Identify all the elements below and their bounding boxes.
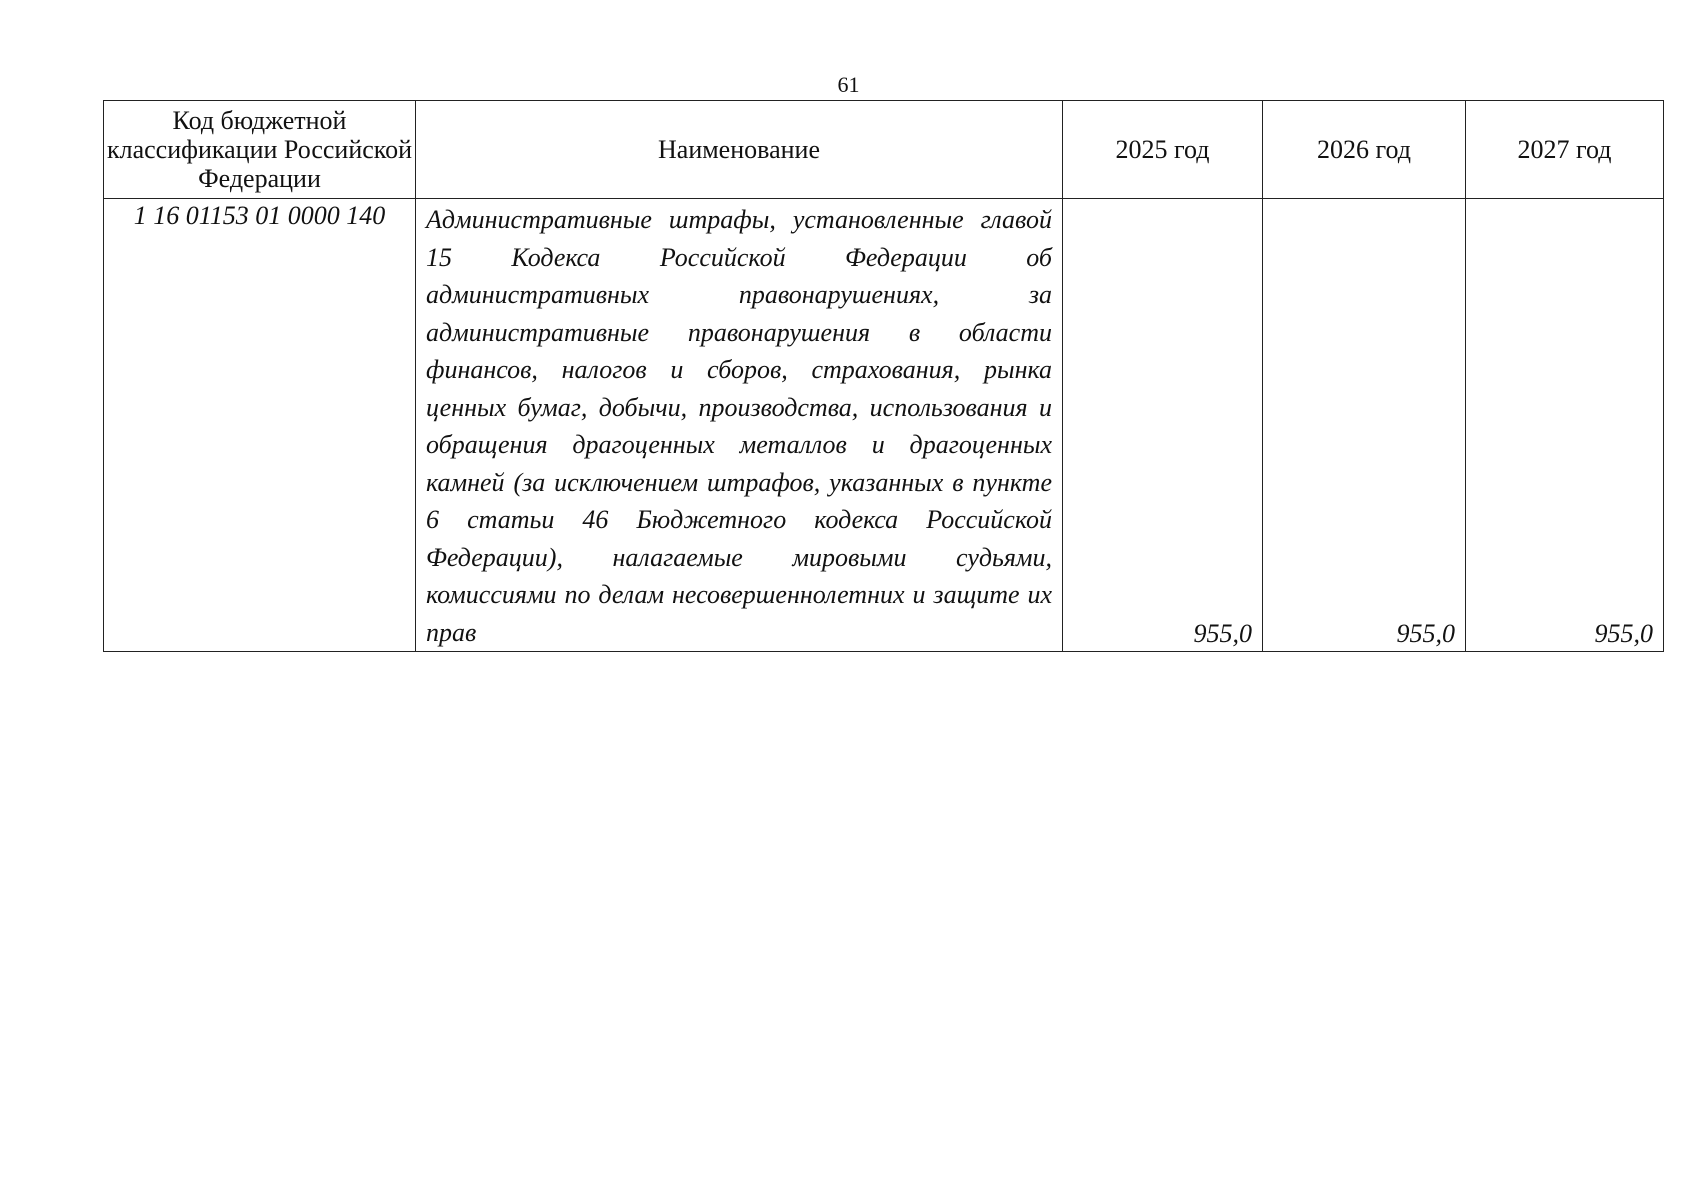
budget-table <box>103 100 1664 652</box>
header-year-2025: 2025 год <box>1063 101 1263 199</box>
table-header-row <box>104 101 1664 199</box>
page-number: 61 <box>837 72 860 97</box>
row-value-2026: 955,0 <box>1263 199 1466 652</box>
header-year-2026: 2026 год <box>1263 101 1466 199</box>
header-name: Наименование <box>416 101 1063 199</box>
row-value-2027: 955,0 <box>1466 199 1664 652</box>
header-year-2027: 2027 год <box>1466 101 1664 199</box>
row-name: Административные штрафы, установленные главой 15 Кодекса Российской Федерации об административных правонарушениях, за административные правонарушения в области финансов, налогов и сборов, страхования, рынка ценных бумаг, добычи, производства, использования и обращения драгоценных металлов и драгоценных камней (за исключением штрафов, указанных в пункте 6 статьи 46 Бюджетного кодекса Российской Федерации), налагаемые мировыми судьями, комиссиями по делам несовершеннолетних и защите их прав <box>416 199 1063 652</box>
header-code: Код бюджетной классификации Российской Федерации <box>104 101 416 199</box>
row-value-2025: 955,0 <box>1063 199 1263 652</box>
table-row <box>104 199 1664 652</box>
row-code: 1 16 01153 01 0000 140 <box>104 199 416 652</box>
